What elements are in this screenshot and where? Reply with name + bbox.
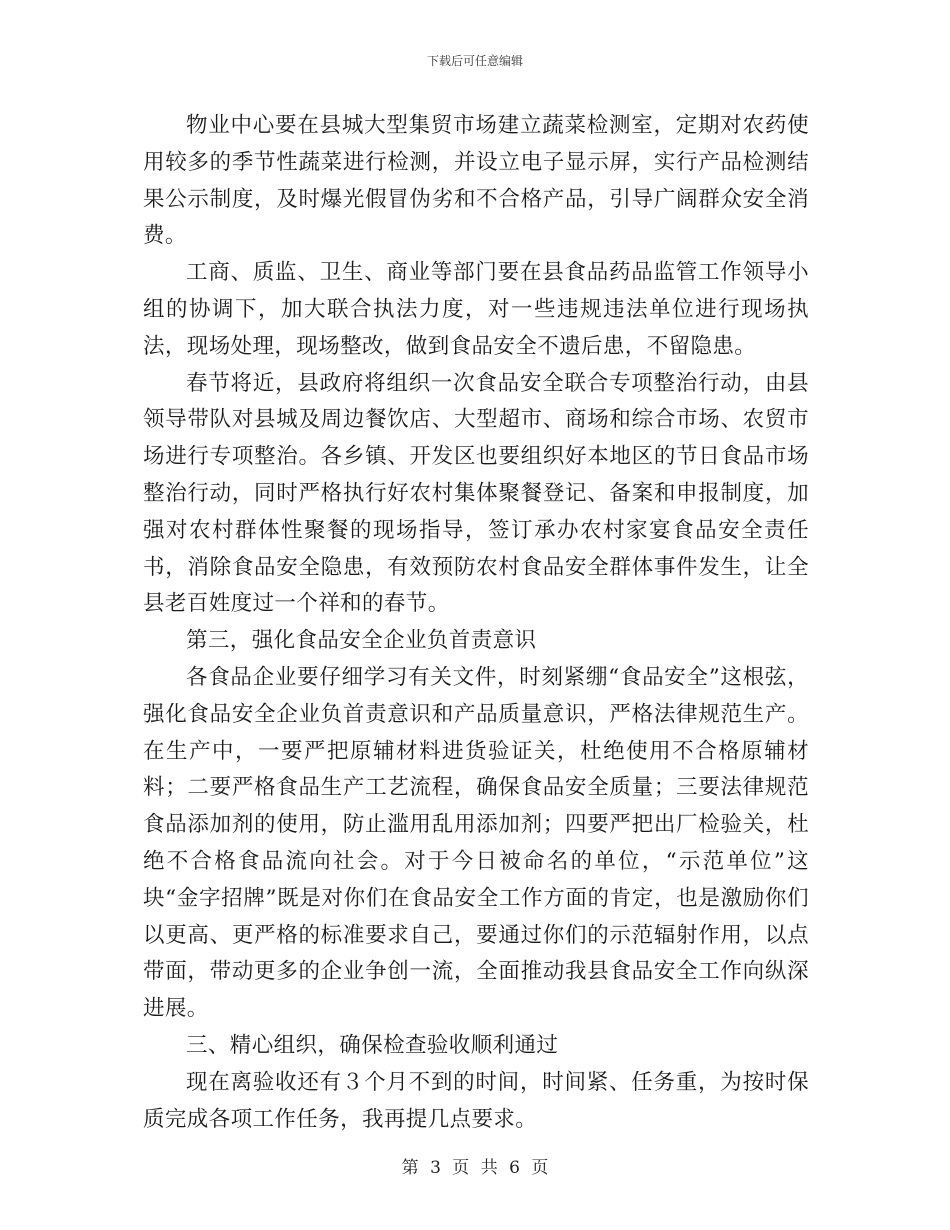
paragraph-joint-enforcement: 工商、质监、卫生、商业等部门要在县食品药品监管工作领导小组的协调下，加大联合执法力度，对一些违规违法单位进行现场执法，现场处理，现场整改，做到食品安全不遗后患，不留隐患。: [143, 260, 809, 359]
section-heading-three: 三、精心组织，确保检查验收顺利通过: [186, 1032, 559, 1058]
section-heading-third: 第三，强化食品安全企业负首责意识: [186, 628, 537, 654]
paragraph-spring-festival-action: 春节将近，县政府将组织一次食品安全联合专项整治行动，由县领导带队对县城及周边餐饮店、大型超市、商场和综合市场、农贸市场进行专项整治。各乡镇、开发区也要组织好本地区的节日食品市场整治行动，同时严格执行好农村集体聚餐登记、备案和申报制度，加强对农村群体性聚餐的现场指导，签订承办农村家宴食品安全责任书，消除食品安全隐患，有效预防农村食品安全群体事件发生，让全县老百姓度过一个祥和的春节。: [143, 370, 809, 617]
paragraph-acceptance-requirements: 现在离验收还有３个月不到的时间，时间紧、任务重，为按时保质完成各项工作任务，我再提几点要求。: [143, 1069, 809, 1132]
page-header: 下载后可任意编辑: [426, 54, 523, 68]
paragraph-vegetable-testing: 物业中心要在县城大型集贸市场建立蔬菜检测室，定期对农药使用较多的季节性蔬菜进行检测，并设立电子显示屏，实行产品检测结果公示制度，及时爆光假冒伪劣和不合格产品，引导广阔群众安全消费。: [143, 113, 809, 249]
document-body: [143, 108, 809, 1138]
paragraph-enterprise-responsibility: 各食品企业要仔细学习有关文件，时刻紧绷“食品安全”这根弦，强化食品安全企业负首责意识和产品质量意识，严格法律规范生产。在生产中，一要严把原辅材料进货验证关，杜绝使用不合格原辅材料；二要严格食品生产工艺流程，确保食品安全质量；三要法律规范食品添加剂的使用，防止滥用乱用添加剂；四要严把出厂检验关，杜绝不合格食品流向社会。对于今日被命名的单位，“示范单位”这块“金字招牌”既是对你们在食品安全工作方面的肯定，也是激励你们以更高、更严格的标准要求自己，要通过你们的示范辐射作用，以点带面，带动更多的企业争创一流，全面推动我县食品安全工作向纵深进展。: [143, 664, 809, 1022]
page-number: 第 3 页 共 6 页: [401, 1158, 549, 1178]
